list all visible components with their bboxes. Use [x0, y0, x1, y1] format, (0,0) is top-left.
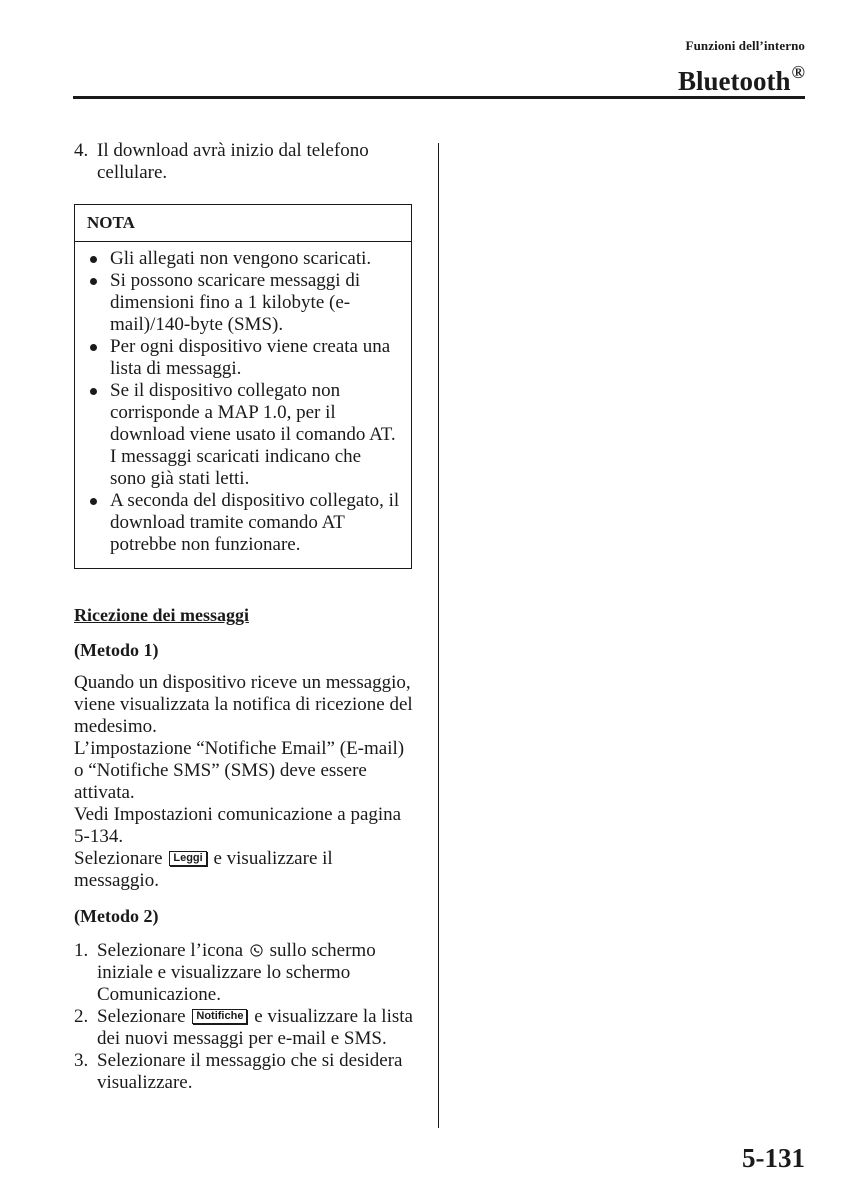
- note-body: [75, 242, 411, 568]
- select-suffix: e visualizzare il messaggio.: [74, 848, 333, 891]
- note-item: A seconda del dispositivo collegato, il download tramite comando AT potrebbe non funzionare.: [87, 490, 401, 556]
- step-item: [74, 1050, 414, 1094]
- column-divider: [438, 143, 439, 1128]
- note-item: Si possono scaricare messaggi di dimensioni fino a 1 kilobyte (e-mail)/140-byte (SMS).: [87, 270, 401, 336]
- page-title-text: Bluetooth: [678, 66, 791, 96]
- note-item: Per ogni dispositivo viene creata una lista di messaggi.: [87, 336, 401, 380]
- step-item: [74, 940, 414, 1006]
- phone-icon: [250, 944, 263, 957]
- step-number: 4.: [74, 140, 89, 161]
- step-text: Selezionare il messaggio che si desidera visualizzare.: [97, 1050, 403, 1093]
- note-item: Gli allegati non vengono scaricati.: [87, 248, 401, 270]
- method-1-line: L’impostazione “Notifiche Email” (E-mail) o “Notifiche SMS” (SMS) deve essere attivata.: [74, 738, 405, 803]
- header-divider: [73, 96, 805, 99]
- step-number: 3.: [74, 1050, 89, 1071]
- step-item: [74, 140, 414, 184]
- note-item: Se il dispositivo collegato non corrisponde a MAP 1.0, per il download viene usato il comando AT. I messaggi scaricati indicano che sono già stati letti.: [87, 380, 401, 490]
- left-column: [74, 140, 414, 1094]
- method-1-line: Quando un dispositivo riceve un messaggio, viene visualizzata la notifica di ricezione del medesimo.: [74, 672, 413, 737]
- notifiche-button: Notifiche: [192, 1009, 247, 1024]
- note-title: NOTA: [75, 205, 411, 242]
- step-text-before: Selezionare: [97, 1006, 186, 1027]
- method-1-body: [74, 672, 414, 892]
- method-1-select-line: [74, 848, 414, 892]
- section-heading: Ricezione dei messaggi: [74, 605, 249, 625]
- page-number: 5-131: [742, 1143, 805, 1173]
- step-text: Il download avrà inizio dal telefono cellulare.: [97, 140, 369, 183]
- note-list: [87, 248, 401, 556]
- step-number: 2.: [74, 1006, 89, 1027]
- leggi-button: Leggi: [169, 851, 206, 866]
- download-steps: [74, 140, 414, 184]
- step-item: [74, 1006, 414, 1050]
- step-text-before: Selezionare l’icona: [97, 940, 244, 961]
- step-text-after: sullo schermo iniziale e visualizzare lo schermo Comunicazione.: [97, 940, 376, 1005]
- method-1-line: Vedi Impostazioni comunicazione a pagina 5-134.: [74, 804, 402, 847]
- registered-mark: ®: [791, 62, 805, 82]
- method-1-label: (Metodo 1): [74, 640, 159, 660]
- section-title: Funzioni dell’interno: [685, 38, 805, 53]
- method-2-steps: [74, 940, 414, 1094]
- method-2-label: (Metodo 2): [74, 906, 159, 926]
- page-title: [678, 52, 805, 101]
- step-number: 1.: [74, 940, 89, 961]
- step-text-after: e visualizzare la lista dei nuovi messaggi per e-mail e SMS.: [97, 1006, 413, 1049]
- note-box: [74, 204, 412, 569]
- select-prefix: Selezionare: [74, 848, 163, 869]
